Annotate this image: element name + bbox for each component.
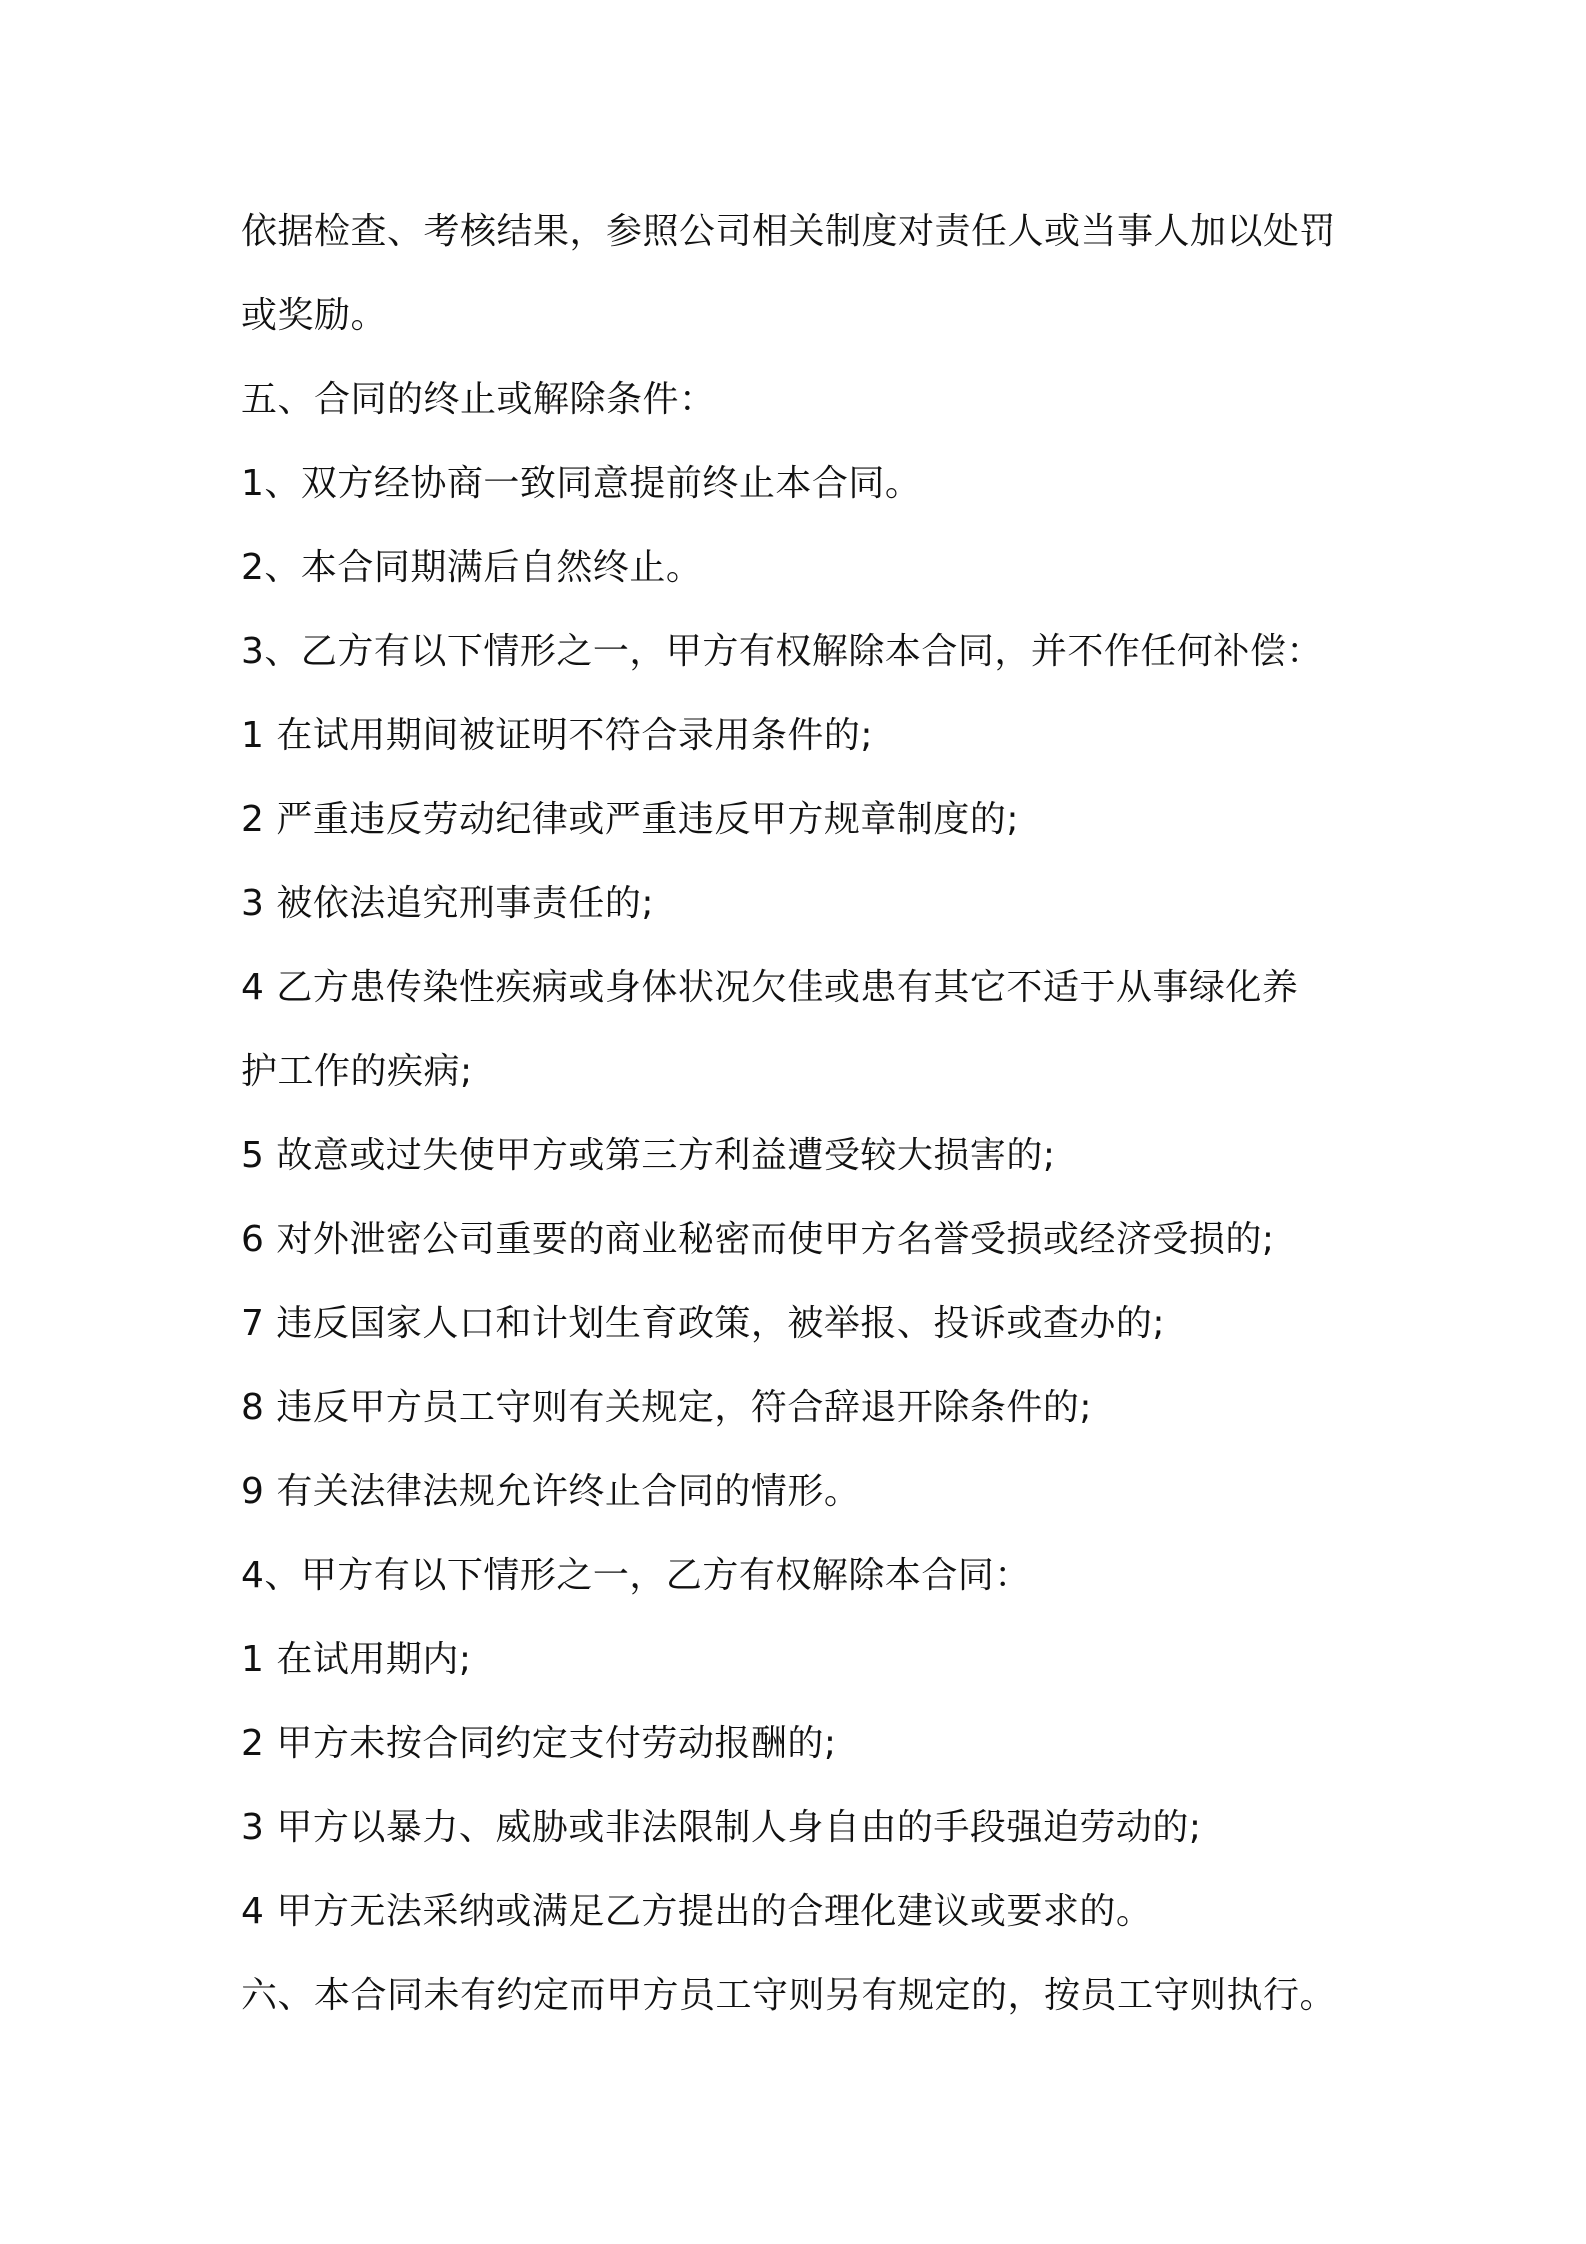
sub-clause-item: 9 有关法律法规允许终止合同的情形。 <box>241 1471 861 1512</box>
sub-clause-item: 3 甲方以暴力、威胁或非法限制人身自由的手段强迫劳动的; <box>241 1807 1202 1848</box>
sub-clause-item: 2 甲方未按合同约定支付劳动报酬的; <box>241 1723 837 1764</box>
sub-clause-item: 6 对外泄密公司重要的商业秘密而使甲方名誉受损或经济受损的; <box>241 1219 1275 1260</box>
sub-clause-item: 5 故意或过失使甲方或第三方利益遭受较大损害的; <box>241 1135 1056 1176</box>
section-heading: 五、合同的终止或解除条件： <box>241 379 716 420</box>
clause-item: 3、乙方有以下情形之一，甲方有权解除本合同，并不作任何补偿： <box>241 631 1323 672</box>
sub-clause-item-continued: 护工作的疾病; <box>241 1051 473 1092</box>
clause-item: 1、双方经协商一致同意提前终止本合同。 <box>241 463 922 504</box>
sub-clause-item: 4 甲方无法采纳或满足乙方提出的合理化建议或要求的。 <box>241 1891 1153 1932</box>
sub-clause-item: 2 严重违反劳动纪律或严重违反甲方规章制度的; <box>241 799 1019 840</box>
section-heading: 六、本合同未有约定而甲方员工守则另有规定的，按员工守则执行。 <box>241 1975 1337 2016</box>
paragraph-line: 依据检查、考核结果，参照公司相关制度对责任人或当事人加以处罚 <box>241 211 1337 252</box>
clause-item: 4、甲方有以下情形之一，乙方有权解除本合同： <box>241 1555 1031 1596</box>
sub-clause-item: 4 乙方患传染性疾病或身体状况欠佳或患有其它不适于从事绿化养 <box>241 967 1299 1008</box>
paragraph-line: 或奖励。 <box>241 295 388 336</box>
sub-clause-item: 8 违反甲方员工守则有关规定，符合辞退开除条件的; <box>241 1387 1092 1428</box>
clause-item: 2、本合同期满后自然终止。 <box>241 547 703 588</box>
sub-clause-item: 1 在试用期内; <box>241 1639 472 1680</box>
sub-clause-item: 7 违反国家人口和计划生育政策，被举报、投诉或查办的; <box>241 1303 1165 1344</box>
sub-clause-item: 3 被依法追究刑事责任的; <box>241 883 654 924</box>
sub-clause-item: 1 在试用期间被证明不符合录用条件的; <box>241 715 873 756</box>
document-body <box>241 190 1361 2038</box>
